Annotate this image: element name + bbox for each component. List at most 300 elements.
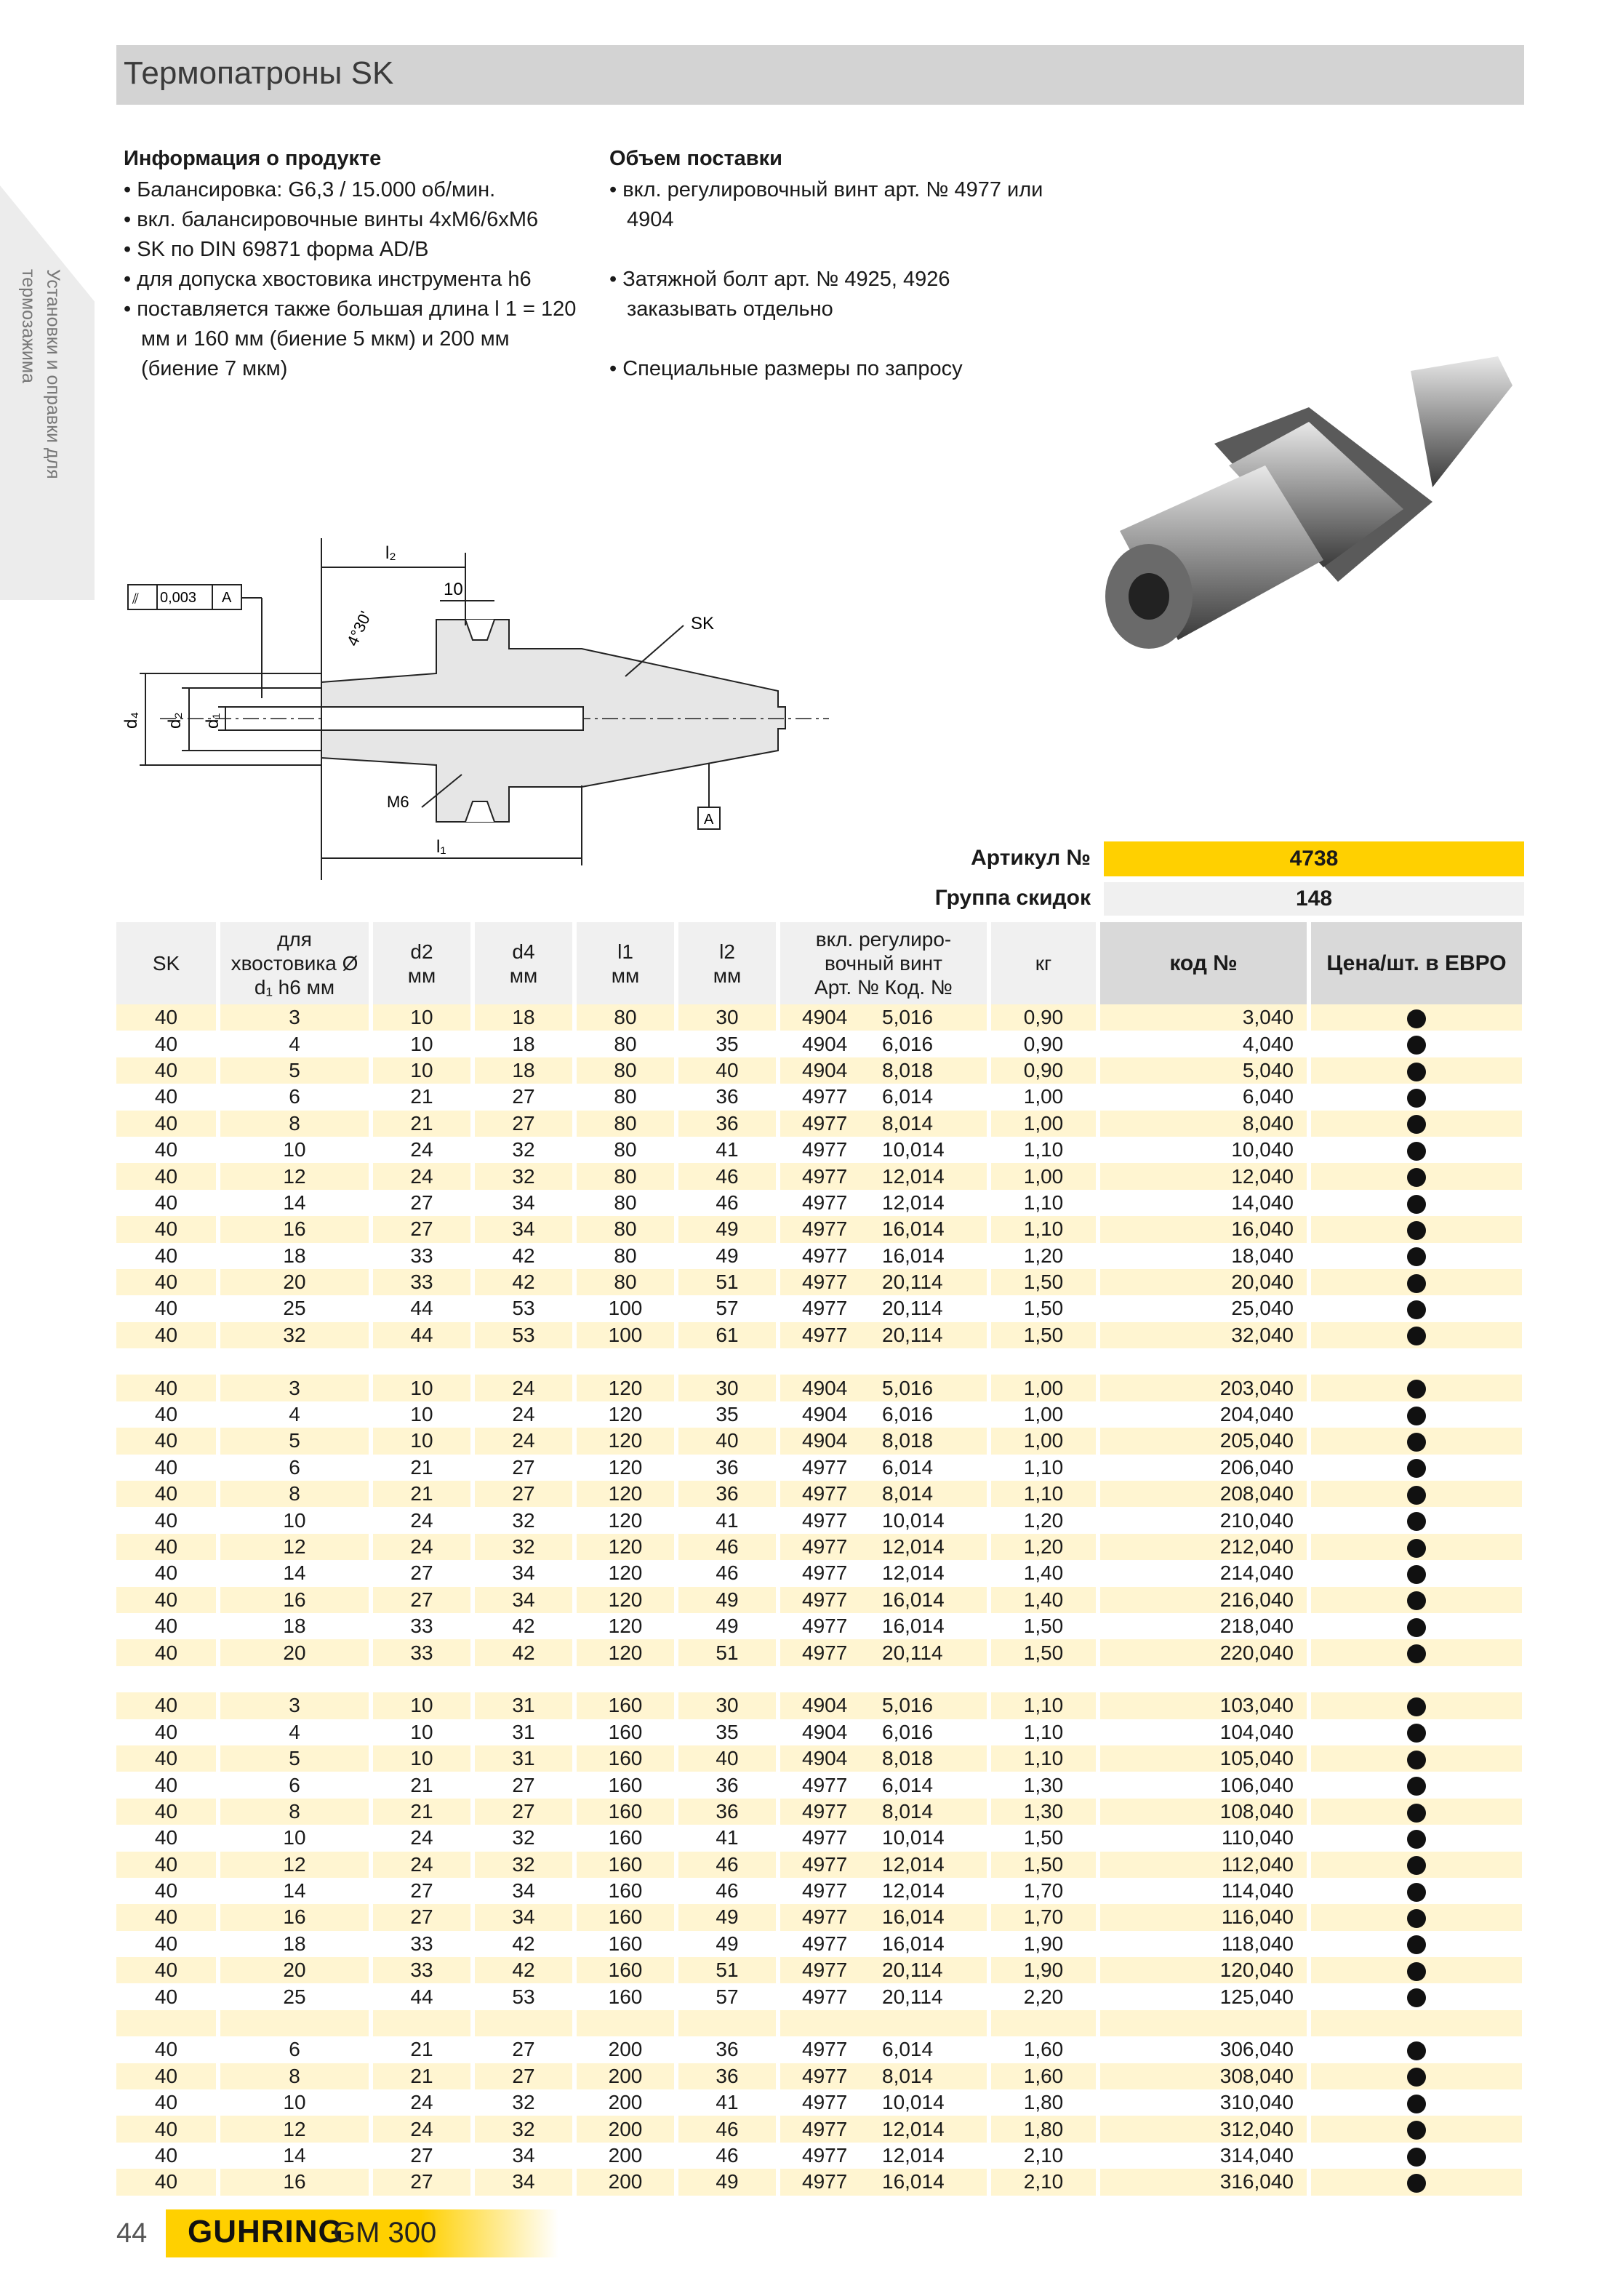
cell-sk: 40 bbox=[116, 1216, 218, 1242]
screw-article: 4977 bbox=[802, 2143, 848, 2167]
table-row bbox=[116, 1084, 1524, 1110]
cell-screw bbox=[778, 1322, 989, 1348]
screw-article: 4977 bbox=[802, 1455, 848, 1479]
cell-screw bbox=[778, 1745, 989, 1772]
col-d4: d4 мм bbox=[473, 922, 574, 1004]
cell-kg: 1,20 bbox=[989, 1507, 1098, 1533]
cell-price bbox=[1309, 1216, 1524, 1242]
cell-code: 12,040 bbox=[1098, 1163, 1309, 1189]
availability-dot-icon bbox=[1407, 2095, 1426, 2113]
screw-code: 8,014 bbox=[882, 1799, 934, 1823]
cell-shank: 14 bbox=[218, 1190, 371, 1216]
cell-price bbox=[1309, 2116, 1524, 2142]
cell-kg: 1,90 bbox=[989, 1957, 1098, 1983]
cell-sk: 40 bbox=[116, 1031, 218, 1057]
cell-d4: 27 bbox=[473, 1772, 574, 1798]
screw-code: 20,114 bbox=[882, 1641, 943, 1664]
cell-screw bbox=[778, 1507, 989, 1533]
table-row bbox=[116, 1878, 1524, 1904]
cell-d4: 18 bbox=[473, 1031, 574, 1057]
cell-screw bbox=[778, 1057, 989, 1084]
cell-price bbox=[1309, 1455, 1524, 1481]
cell-d2: 21 bbox=[371, 2063, 473, 2089]
cell-sk: 40 bbox=[116, 1534, 218, 1560]
cell-sk: 40 bbox=[116, 1639, 218, 1665]
cell-code: 208,040 bbox=[1098, 1481, 1309, 1507]
product-info-item: • вкл. балансировочные винты 4xM6/6xM6 bbox=[124, 208, 539, 231]
cell-price bbox=[1309, 1481, 1524, 1507]
screw-code: 6,014 bbox=[882, 1455, 934, 1479]
cell-sk: 40 bbox=[116, 1428, 218, 1454]
screw-article: 4977 bbox=[802, 2038, 848, 2061]
cell-sk: 40 bbox=[116, 1269, 218, 1295]
cell-code: 20,040 bbox=[1098, 1269, 1309, 1295]
cell-l1: 200 bbox=[574, 2036, 676, 2063]
cell-d4: 24 bbox=[473, 1401, 574, 1428]
cell-shank: 14 bbox=[218, 1560, 371, 1586]
cell-code: 310,040 bbox=[1098, 2089, 1309, 2116]
table-row bbox=[116, 1375, 1524, 1401]
cell-sk: 40 bbox=[116, 1931, 218, 1957]
cell-kg: 1,70 bbox=[989, 1878, 1098, 1904]
cell-l2: 36 bbox=[676, 2063, 778, 2089]
cell-price bbox=[1309, 2089, 1524, 2116]
cell-l1: 120 bbox=[574, 1534, 676, 1560]
cell-d4: 34 bbox=[473, 1904, 574, 1930]
cell-d4: 53 bbox=[473, 1322, 574, 1348]
screw-code: 10,014 bbox=[882, 2091, 945, 2114]
cell-screw bbox=[778, 1587, 989, 1613]
cell-price bbox=[1309, 1719, 1524, 1745]
screw-code: 6,016 bbox=[882, 1720, 934, 1743]
cell-code: 203,040 bbox=[1098, 1375, 1309, 1401]
product-info bbox=[124, 144, 589, 384]
cell-l2: 35 bbox=[676, 1401, 778, 1428]
cell-shank: 5 bbox=[218, 1745, 371, 1772]
cell-d2: 44 bbox=[371, 1322, 473, 1348]
table-row bbox=[116, 1507, 1524, 1533]
cell-l1: 160 bbox=[574, 1931, 676, 1957]
cell-sk: 40 bbox=[116, 2089, 218, 2116]
cell-sk: 40 bbox=[116, 1322, 218, 1348]
cell-price bbox=[1309, 1931, 1524, 1957]
cell-kg: 1,50 bbox=[989, 1825, 1098, 1851]
cell-shank: 8 bbox=[218, 2063, 371, 2089]
label-l2: l₂ bbox=[385, 543, 396, 563]
cell-code: 25,040 bbox=[1098, 1295, 1309, 1321]
cell-code: 10,040 bbox=[1098, 1137, 1309, 1163]
product-info-item: • SK по DIN 69871 форма AD/B bbox=[124, 238, 429, 261]
cell-shank: 5 bbox=[218, 1428, 371, 1454]
cell-screw bbox=[778, 1613, 989, 1639]
cell-shank: 8 bbox=[218, 1111, 371, 1137]
cell-kg: 1,10 bbox=[989, 1190, 1098, 1216]
delivery-item: • Затяжной болт арт. № 4925, 4926 заказывать отдельно bbox=[609, 268, 950, 321]
cell-l1: 120 bbox=[574, 1639, 676, 1665]
cell-code: 103,040 bbox=[1098, 1692, 1309, 1719]
cell-d2: 27 bbox=[371, 1587, 473, 1613]
cell-shank: 6 bbox=[218, 1084, 371, 1110]
label-angle: 4°30' bbox=[342, 608, 375, 649]
availability-dot-icon bbox=[1407, 1856, 1426, 1875]
cell-price bbox=[1309, 1745, 1524, 1772]
cell-sk: 40 bbox=[116, 1878, 218, 1904]
cell-l1: 120 bbox=[574, 1455, 676, 1481]
screw-article: 4904 bbox=[802, 1429, 848, 1452]
cell-sk: 40 bbox=[116, 2036, 218, 2063]
screw-code: 12,014 bbox=[882, 1879, 945, 1903]
cell-d4: 32 bbox=[473, 2089, 574, 2116]
cell-price bbox=[1309, 1084, 1524, 1110]
availability-dot-icon bbox=[1407, 1962, 1426, 1981]
cell-sk: 40 bbox=[116, 1057, 218, 1084]
availability-dot-icon bbox=[1407, 1036, 1426, 1055]
cell-shank: 3 bbox=[218, 1375, 371, 1401]
table-row bbox=[116, 1190, 1524, 1216]
cell-kg: 1,10 bbox=[989, 1455, 1098, 1481]
cell-screw bbox=[778, 1031, 989, 1057]
cell-sk: 40 bbox=[116, 2063, 218, 2089]
cell-l2: 36 bbox=[676, 1455, 778, 1481]
screw-article: 4977 bbox=[802, 1641, 848, 1664]
availability-dot-icon bbox=[1407, 1168, 1426, 1187]
cell-sk: 40 bbox=[116, 1243, 218, 1269]
cell-d4: 42 bbox=[473, 1639, 574, 1665]
cell-price bbox=[1309, 1613, 1524, 1639]
screw-article: 4977 bbox=[802, 1773, 848, 1796]
tolerance-ref: A bbox=[222, 590, 232, 606]
delivery-heading: Объем поставки bbox=[609, 147, 782, 170]
cell-d4: 32 bbox=[473, 1507, 574, 1533]
cell-price bbox=[1309, 1375, 1524, 1401]
cell-kg: 1,10 bbox=[989, 1719, 1098, 1745]
screw-article: 4977 bbox=[802, 1852, 848, 1876]
cell-code: 114,040 bbox=[1098, 1878, 1309, 1904]
cell-l2: 49 bbox=[676, 1243, 778, 1269]
cell-l2: 46 bbox=[676, 1534, 778, 1560]
cell-shank: 20 bbox=[218, 1639, 371, 1665]
cell-screw bbox=[778, 1190, 989, 1216]
cell-code: 4,040 bbox=[1098, 1031, 1309, 1057]
cell-sk: 40 bbox=[116, 1507, 218, 1533]
cell-kg: 1,40 bbox=[989, 1587, 1098, 1613]
cell-screw bbox=[778, 1428, 989, 1454]
cell-kg: 1,10 bbox=[989, 1745, 1098, 1772]
cell-l2: 36 bbox=[676, 2036, 778, 2063]
cell-d2: 21 bbox=[371, 1799, 473, 1825]
cell-sk: 40 bbox=[116, 1957, 218, 1983]
screw-article: 4904 bbox=[802, 1032, 848, 1055]
cell-screw bbox=[778, 1825, 989, 1851]
cell-l2: 41 bbox=[676, 1137, 778, 1163]
cell-l1: 80 bbox=[574, 1057, 676, 1084]
cell-screw bbox=[778, 1004, 989, 1031]
cell-l1: 160 bbox=[574, 1692, 676, 1719]
screw-code: 20,114 bbox=[882, 1959, 943, 1982]
cell-d2: 33 bbox=[371, 1243, 473, 1269]
cell-d4: 42 bbox=[473, 1269, 574, 1295]
col-kg: кг bbox=[989, 922, 1098, 1004]
cell-price bbox=[1309, 1772, 1524, 1798]
cell-price bbox=[1309, 1957, 1524, 1983]
cell-l1: 160 bbox=[574, 1878, 676, 1904]
delivery-item: • Специальные размеры по запросу bbox=[609, 357, 963, 380]
cell-l1: 120 bbox=[574, 1428, 676, 1454]
cell-shank: 10 bbox=[218, 2089, 371, 2116]
cell-screw bbox=[778, 1639, 989, 1665]
discount-label: Группа скидок bbox=[934, 886, 1091, 910]
screw-code: 12,014 bbox=[882, 1852, 945, 1876]
cell-l1: 200 bbox=[574, 2116, 676, 2142]
cell-sk: 40 bbox=[116, 1560, 218, 1586]
screw-code: 12,014 bbox=[882, 2143, 945, 2167]
screw-article: 4977 bbox=[802, 1615, 848, 1638]
cell-d2: 24 bbox=[371, 1163, 473, 1189]
cell-sk: 40 bbox=[116, 1190, 218, 1216]
cell-screw bbox=[778, 1931, 989, 1957]
cell-price bbox=[1309, 1852, 1524, 1878]
col-sk: SK bbox=[116, 922, 218, 1004]
cell-shank: 6 bbox=[218, 1455, 371, 1481]
cell-code: 116,040 bbox=[1098, 1904, 1309, 1930]
cell-code: 125,040 bbox=[1098, 1983, 1309, 2009]
cell-l2: 51 bbox=[676, 1639, 778, 1665]
cell-l1: 160 bbox=[574, 1852, 676, 1878]
screw-code: 6,014 bbox=[882, 2038, 934, 2061]
label-datum: A bbox=[704, 812, 714, 828]
cell-l1: 160 bbox=[574, 1957, 676, 1983]
product-photo bbox=[1091, 342, 1527, 691]
cell-code: 314,040 bbox=[1098, 2143, 1309, 2169]
cell-d2: 10 bbox=[371, 1692, 473, 1719]
table-row bbox=[116, 1269, 1524, 1295]
col-screw: вкл. регулиро- вочный винт Арт. № Код. № bbox=[778, 922, 989, 1004]
cell-d4: 18 bbox=[473, 1057, 574, 1084]
cell-d4: 32 bbox=[473, 2116, 574, 2142]
screw-article: 4977 bbox=[802, 2117, 848, 2140]
cell-code: 5,040 bbox=[1098, 1057, 1309, 1084]
cell-kg: 1,60 bbox=[989, 2036, 1098, 2063]
cell-kg: 1,50 bbox=[989, 1269, 1098, 1295]
cell-l2: 49 bbox=[676, 1587, 778, 1613]
cell-kg: 1,40 bbox=[989, 1560, 1098, 1586]
cell-screw bbox=[778, 1375, 989, 1401]
flatness-icon: ⫽ bbox=[132, 590, 139, 607]
screw-article: 4977 bbox=[802, 1271, 848, 1294]
screw-article: 4977 bbox=[802, 1905, 848, 1929]
cell-d4: 27 bbox=[473, 1481, 574, 1507]
cell-shank: 6 bbox=[218, 1772, 371, 1798]
product-info-heading: Информация о продукте bbox=[124, 147, 382, 170]
label-d2: d₂ bbox=[165, 712, 185, 729]
cell-screw bbox=[778, 1534, 989, 1560]
cell-code: 218,040 bbox=[1098, 1613, 1309, 1639]
table-row bbox=[116, 1799, 1524, 1825]
cell-price bbox=[1309, 1825, 1524, 1851]
cell-d2: 27 bbox=[371, 2143, 473, 2169]
cell-d2: 24 bbox=[371, 2089, 473, 2116]
cell-l1: 100 bbox=[574, 1295, 676, 1321]
cell-sk: 40 bbox=[116, 1772, 218, 1798]
article-label: Артикул № bbox=[971, 846, 1091, 870]
col-code: код № bbox=[1098, 922, 1309, 1004]
cell-l2: 46 bbox=[676, 2143, 778, 2169]
cell-code: 104,040 bbox=[1098, 1719, 1309, 1745]
screw-code: 5,016 bbox=[882, 1694, 934, 1717]
availability-dot-icon bbox=[1407, 1539, 1426, 1558]
cell-shank: 14 bbox=[218, 1878, 371, 1904]
cell-price bbox=[1309, 1904, 1524, 1930]
availability-dot-icon bbox=[1407, 2148, 1426, 2167]
cell-screw bbox=[778, 1269, 989, 1295]
cell-d2: 24 bbox=[371, 1507, 473, 1533]
screw-code: 8,018 bbox=[882, 1747, 934, 1770]
cell-d2: 24 bbox=[371, 1534, 473, 1560]
cell-screw bbox=[778, 1295, 989, 1321]
cell-d4: 34 bbox=[473, 2169, 574, 2195]
delivery-item: • вкл. регулировочный винт арт. № 4977 или 4904 bbox=[609, 178, 1043, 231]
cell-d4: 34 bbox=[473, 1878, 574, 1904]
cell-d4: 31 bbox=[473, 1692, 574, 1719]
page-title: Термопатроны SK bbox=[124, 55, 394, 91]
cell-screw bbox=[778, 1481, 989, 1507]
col-l1: l1 мм bbox=[574, 922, 676, 1004]
cell-d2: 33 bbox=[371, 1269, 473, 1295]
cell-price bbox=[1309, 1137, 1524, 1163]
cell-d2: 44 bbox=[371, 1983, 473, 2009]
availability-dot-icon bbox=[1407, 1407, 1426, 1425]
screw-code: 16,014 bbox=[882, 1932, 945, 1955]
cell-l1: 80 bbox=[574, 1004, 676, 1031]
cell-l1: 80 bbox=[574, 1084, 676, 1110]
cell-l1: 200 bbox=[574, 2143, 676, 2169]
cell-shank: 25 bbox=[218, 1295, 371, 1321]
cell-shank: 8 bbox=[218, 1799, 371, 1825]
cell-kg: 1,00 bbox=[989, 1375, 1098, 1401]
cell-d2: 24 bbox=[371, 2116, 473, 2142]
product-info-item: • поставляется также большая длина l 1 = 120 мм и 160 мм (биение 5 мкм) и 200 мм (биение 7 мкм) bbox=[124, 297, 577, 380]
screw-code: 12,014 bbox=[882, 1535, 945, 1558]
label-d1: d₁ bbox=[203, 713, 223, 729]
cell-d4: 53 bbox=[473, 1295, 574, 1321]
cell-sk: 40 bbox=[116, 1137, 218, 1163]
table-row bbox=[116, 1772, 1524, 1798]
cell-d2: 33 bbox=[371, 1931, 473, 1957]
table-row bbox=[116, 1322, 1524, 1348]
cell-l2: 36 bbox=[676, 1799, 778, 1825]
cell-kg: 2,20 bbox=[989, 1983, 1098, 2009]
cell-l2: 41 bbox=[676, 1507, 778, 1533]
cell-l2: 36 bbox=[676, 1481, 778, 1507]
screw-code: 10,014 bbox=[882, 1826, 945, 1849]
cell-l1: 80 bbox=[574, 1111, 676, 1137]
title-bar bbox=[116, 45, 1524, 105]
table-row bbox=[116, 1852, 1524, 1878]
cell-kg: 0,90 bbox=[989, 1057, 1098, 1084]
cell-kg: 1,50 bbox=[989, 1613, 1098, 1639]
cell-price bbox=[1309, 1428, 1524, 1454]
availability-dot-icon bbox=[1407, 2041, 1426, 2060]
cell-l1: 80 bbox=[574, 1190, 676, 1216]
cell-l1: 120 bbox=[574, 1560, 676, 1586]
cell-kg: 1,50 bbox=[989, 1295, 1098, 1321]
availability-dot-icon bbox=[1407, 1751, 1426, 1769]
cell-d2: 10 bbox=[371, 1401, 473, 1428]
screw-article: 4904 bbox=[802, 1720, 848, 1743]
availability-dot-icon bbox=[1407, 1459, 1426, 1478]
cell-l1: 120 bbox=[574, 1401, 676, 1428]
cell-l2: 40 bbox=[676, 1428, 778, 1454]
cell-kg: 1,30 bbox=[989, 1772, 1098, 1798]
cell-sk: 40 bbox=[116, 1455, 218, 1481]
cell-code: 205,040 bbox=[1098, 1428, 1309, 1454]
cell-price bbox=[1309, 1983, 1524, 2009]
cell-shank: 3 bbox=[218, 1692, 371, 1719]
cell-shank: 20 bbox=[218, 1957, 371, 1983]
label-10: 10 bbox=[444, 580, 463, 599]
cell-shank: 4 bbox=[218, 1719, 371, 1745]
table-row bbox=[116, 1613, 1524, 1639]
cell-shank: 18 bbox=[218, 1613, 371, 1639]
cell-d4: 18 bbox=[473, 1004, 574, 1031]
cell-d2: 21 bbox=[371, 1084, 473, 1110]
cell-kg: 1,10 bbox=[989, 1137, 1098, 1163]
cell-l1: 80 bbox=[574, 1216, 676, 1242]
cell-d2: 10 bbox=[371, 1004, 473, 1031]
cell-screw bbox=[778, 1137, 989, 1163]
availability-dot-icon bbox=[1407, 1804, 1426, 1823]
screw-code: 10,014 bbox=[882, 1138, 945, 1161]
brand-bar bbox=[166, 2209, 558, 2257]
cell-kg: 1,00 bbox=[989, 1111, 1098, 1137]
cell-l2: 36 bbox=[676, 1111, 778, 1137]
cell-l2: 61 bbox=[676, 1322, 778, 1348]
cell-code: 118,040 bbox=[1098, 1931, 1309, 1957]
cell-code: 8,040 bbox=[1098, 1111, 1309, 1137]
table-row bbox=[116, 1216, 1524, 1242]
cell-shank: 16 bbox=[218, 1587, 371, 1613]
cell-l2: 51 bbox=[676, 1269, 778, 1295]
cell-d2: 27 bbox=[371, 2169, 473, 2195]
table-row bbox=[116, 1931, 1524, 1957]
cell-l1: 120 bbox=[574, 1481, 676, 1507]
screw-article: 4977 bbox=[802, 1959, 848, 1982]
cell-screw bbox=[778, 2143, 989, 2169]
availability-dot-icon bbox=[1407, 1724, 1426, 1743]
screw-article: 4977 bbox=[802, 1482, 848, 1505]
cell-code: 212,040 bbox=[1098, 1534, 1309, 1560]
availability-dot-icon bbox=[1407, 1909, 1426, 1928]
side-tab-text bbox=[20, 269, 64, 502]
cell-sk: 40 bbox=[116, 1084, 218, 1110]
cell-price bbox=[1309, 1031, 1524, 1057]
cell-kg: 2,10 bbox=[989, 2169, 1098, 2195]
cell-d4: 32 bbox=[473, 1825, 574, 1851]
cell-d2: 21 bbox=[371, 1772, 473, 1798]
col-price: Цена/шт. в ЕВРО bbox=[1309, 922, 1524, 1004]
screw-article: 4977 bbox=[802, 1535, 848, 1558]
cell-code: 106,040 bbox=[1098, 1772, 1309, 1798]
table-row bbox=[116, 1534, 1524, 1560]
cell-price bbox=[1309, 1111, 1524, 1137]
cell-sk: 40 bbox=[116, 1375, 218, 1401]
discount-value: 148 bbox=[1104, 882, 1524, 916]
cell-price bbox=[1309, 2036, 1524, 2063]
cell-d2: 24 bbox=[371, 1852, 473, 1878]
col-l2: l2 мм bbox=[676, 922, 778, 1004]
cell-l2: 46 bbox=[676, 1163, 778, 1189]
cell-d4: 32 bbox=[473, 1137, 574, 1163]
